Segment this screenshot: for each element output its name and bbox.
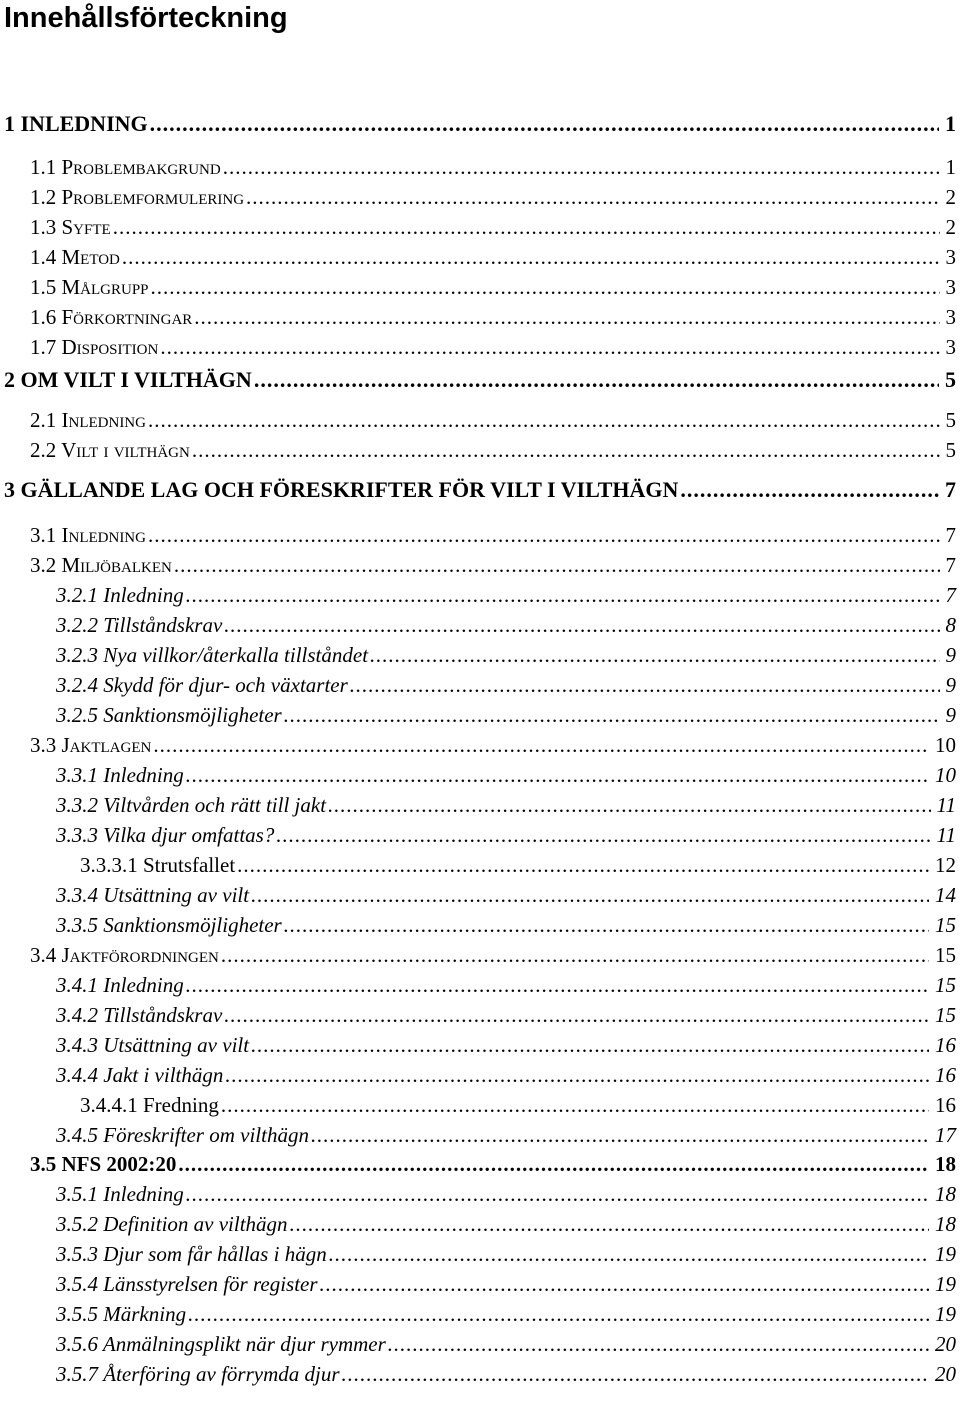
toc-entry[interactable] <box>56 611 956 639</box>
toc-entry[interactable] <box>4 366 956 394</box>
toc-entry-page: 15 <box>935 973 956 997</box>
toc-leader-dots <box>186 581 940 609</box>
toc-entry-page: 12 <box>935 853 956 877</box>
toc-entry[interactable] <box>56 1031 956 1059</box>
toc-entry[interactable] <box>56 1360 956 1388</box>
toc-entry-label: 3.2.1 Inledning <box>56 583 184 607</box>
toc-entry-page: 11 <box>936 793 956 817</box>
toc-entry-label: 3.3.5 Sanktionsmöjligheter <box>56 913 282 937</box>
toc-entry[interactable] <box>56 581 956 609</box>
toc-leader-dots <box>224 1001 929 1029</box>
toc-entry-page: 19 <box>935 1242 956 1266</box>
toc-entry-label: 1 INLEDNING <box>4 111 148 136</box>
toc-leader-dots <box>113 213 940 241</box>
toc-entry-page: 7 <box>945 523 956 547</box>
toc-entry-label: 3.3.3 Vilka djur omfattas? <box>56 823 275 847</box>
toc-entry[interactable] <box>30 183 956 211</box>
toc-entry[interactable] <box>56 1210 956 1238</box>
toc-entry[interactable] <box>30 153 956 181</box>
toc-leader-dots <box>276 821 930 849</box>
toc-leader-dots <box>224 611 939 639</box>
toc-entry-page: 14 <box>935 883 956 907</box>
toc-entry-label: 3.3.1 Inledning <box>56 763 184 787</box>
toc-entry-page: 9 <box>945 643 956 667</box>
toc-entry-label: 3.5 NFS 2002:20 <box>30 1152 177 1176</box>
toc-entry-label: 3.4.4 Jakt i vilthägn <box>56 1063 224 1087</box>
toc-leader-dots <box>680 476 939 504</box>
toc-entry-page: 5 <box>945 367 956 392</box>
toc-entry[interactable] <box>56 1180 956 1208</box>
toc-leader-dots <box>237 851 929 879</box>
toc-entry[interactable] <box>30 551 956 579</box>
toc-entry-label: 3.4 Jaktförordningen <box>30 943 219 967</box>
toc-entry-page: 3 <box>945 335 956 359</box>
toc-entry-label: 3.5.7 Återföring av förrymda djur <box>56 1362 340 1386</box>
toc-entry-page: 18 <box>935 1182 956 1206</box>
toc-leader-dots <box>151 273 940 301</box>
toc-entry-page: 7 <box>945 583 956 607</box>
toc-entry-label: 3.3.4 Utsättning av vilt <box>56 883 250 907</box>
toc-entry-label: 3.2.4 Skydd för djur- och växtarter <box>56 673 348 697</box>
toc-leader-dots <box>148 521 940 549</box>
toc-entry[interactable] <box>30 333 956 361</box>
toc-leader-dots <box>290 1210 929 1238</box>
toc-leader-dots <box>350 671 940 699</box>
toc-entry-label: 3.5.5 Märkning <box>56 1302 187 1326</box>
toc-entry-label: 1.6 Förkortningar <box>30 305 193 329</box>
toc-entry[interactable] <box>30 243 956 271</box>
toc-entry-label: 3.3.3.1 Strutsfallet <box>80 853 236 877</box>
toc-entry-page: 20 <box>935 1362 956 1386</box>
toc-leader-dots <box>160 333 939 361</box>
toc-leader-dots <box>388 1330 929 1358</box>
toc-entry[interactable] <box>4 476 956 504</box>
toc-leader-dots <box>251 881 929 909</box>
toc-entry-page: 7 <box>945 553 956 577</box>
toc-entry-label: 1.3 Syfte <box>30 215 111 239</box>
toc-entry-label: 3.4.1 Inledning <box>56 973 184 997</box>
toc-entry-label: 1.2 Problemformulering <box>30 185 245 209</box>
toc-entry-page: 3 <box>945 275 956 299</box>
toc-entry[interactable] <box>56 1240 956 1268</box>
toc-entry-page: 10 <box>935 733 956 757</box>
toc-leader-dots <box>186 761 929 789</box>
toc-entry[interactable] <box>56 911 956 939</box>
toc-entry-page: 2 <box>945 185 956 209</box>
toc-leader-dots <box>178 1150 929 1178</box>
toc-entry-page: 1 <box>945 155 956 179</box>
toc-entry[interactable] <box>30 273 956 301</box>
toc-entry-label: 3.3.2 Viltvården och rätt till jakt <box>56 793 327 817</box>
toc-entry[interactable] <box>30 941 956 969</box>
toc-entry[interactable] <box>56 761 956 789</box>
toc-entry-label: 3.2.2 Tillståndskrav <box>56 613 223 637</box>
toc-leader-dots <box>284 911 929 939</box>
toc-entry[interactable] <box>30 436 956 464</box>
toc-leader-dots <box>122 243 940 271</box>
toc-entry-page: 15 <box>935 913 956 937</box>
toc-entry-page: 18 <box>935 1152 956 1176</box>
toc-entry-label: 3.4.5 Föreskrifter om vilthägn <box>56 1123 309 1147</box>
toc-entry-label: 3.3 Jaktlagen <box>30 733 152 757</box>
toc-entry-label: 3.2 Miljöbalken <box>30 553 172 577</box>
toc-entry[interactable] <box>30 213 956 241</box>
toc-entry-page: 5 <box>945 408 956 432</box>
toc-entry-label: 3.5.2 Definition av vilthägn <box>56 1212 288 1236</box>
toc-entry[interactable] <box>56 881 956 909</box>
toc-leader-dots <box>342 1360 930 1388</box>
page-title: Innehållsförteckning <box>4 2 288 34</box>
toc-leader-dots <box>284 701 940 729</box>
toc-entry-label: 3.5.3 Djur som får hållas i hägn <box>56 1242 327 1266</box>
toc-leader-dots <box>186 1180 929 1208</box>
toc-leader-dots <box>223 153 940 181</box>
toc-leader-dots <box>311 1121 929 1149</box>
toc-leader-dots <box>370 641 939 669</box>
toc-entry-label: 2 OM VILT I VILTHÄGN <box>4 367 252 392</box>
toc-leader-dots <box>225 1061 929 1089</box>
toc-entry-page: 16 <box>935 1093 956 1117</box>
toc-entry-page: 20 <box>935 1332 956 1356</box>
toc-leader-dots <box>188 1300 929 1328</box>
toc-entry-page: 16 <box>935 1033 956 1057</box>
toc-entry-page: 10 <box>935 763 956 787</box>
toc-entry-page: 19 <box>935 1272 956 1296</box>
toc-entry-label: 1.7 Disposition <box>30 335 159 359</box>
toc-entry-label: 1.5 Målgrupp <box>30 275 149 299</box>
toc-leader-dots <box>174 551 940 579</box>
toc-entry-page: 11 <box>936 823 956 847</box>
toc-leader-dots <box>246 183 939 211</box>
toc-leader-dots <box>329 1240 929 1268</box>
toc-entry[interactable] <box>56 1061 956 1089</box>
toc-leader-dots <box>254 366 939 394</box>
toc-entry-page: 1 <box>945 111 956 136</box>
toc-leader-dots <box>320 1270 929 1298</box>
toc-entry-page: 8 <box>945 613 956 637</box>
toc-entry[interactable] <box>56 701 956 729</box>
toc-entry-label: 3.4.3 Utsättning av vilt <box>56 1033 250 1057</box>
toc-leader-dots <box>186 971 929 999</box>
toc-entry[interactable] <box>56 821 956 849</box>
toc-entry[interactable] <box>80 1091 956 1119</box>
toc-entry-page: 5 <box>945 438 956 462</box>
toc-entry[interactable] <box>56 1270 956 1298</box>
toc-entry-page: 7 <box>945 477 956 502</box>
toc-entry[interactable] <box>30 1150 956 1178</box>
toc-entry[interactable] <box>56 791 956 819</box>
toc-entry[interactable] <box>56 1121 956 1149</box>
toc-entry-page: 15 <box>935 943 956 967</box>
toc-leader-dots <box>150 110 939 138</box>
toc-leader-dots <box>148 406 940 434</box>
toc-entry-page: 17 <box>935 1123 956 1147</box>
toc-entry[interactable] <box>30 731 956 759</box>
toc-entry[interactable] <box>56 1300 956 1328</box>
toc-leader-dots <box>221 941 929 969</box>
toc-entry-label: 3.5.4 Länsstyrelsen för register <box>56 1272 318 1296</box>
toc-entry-label: 3.5.1 Inledning <box>56 1182 184 1206</box>
toc-entry-label: 3.1 Inledning <box>30 523 146 547</box>
toc-entry-page: 3 <box>945 245 956 269</box>
toc-entry-label: 3.4.4.1 Fredning <box>80 1093 219 1117</box>
toc-entry[interactable] <box>30 521 956 549</box>
toc-entry[interactable] <box>4 110 956 138</box>
toc-entry-label: 2.1 Inledning <box>30 408 146 432</box>
toc-entry-label: 3.5.6 Anmälningsplikt när djur rymmer <box>56 1332 386 1356</box>
toc-entry-label: 3.4.2 Tillståndskrav <box>56 1003 223 1027</box>
toc-entry[interactable] <box>80 851 956 879</box>
toc-entry-page: 9 <box>945 673 956 697</box>
toc-entry[interactable] <box>30 406 956 434</box>
toc-leader-dots <box>221 1091 929 1119</box>
toc-entry-page: 3 <box>945 305 956 329</box>
toc-entry-page: 16 <box>935 1063 956 1087</box>
toc-entry[interactable] <box>30 303 956 331</box>
toc-entry[interactable] <box>56 1001 956 1029</box>
toc-entry-label: 1.1 Problembakgrund <box>30 155 221 179</box>
toc-entry[interactable] <box>56 971 956 999</box>
toc-entry-page: 18 <box>935 1212 956 1236</box>
toc-entry-label: 3.2.5 Sanktionsmöjligheter <box>56 703 282 727</box>
toc-entry-label: 1.4 Metod <box>30 245 120 269</box>
toc-entry-label: 2.2 Vilt i vilthägn <box>30 438 190 462</box>
toc-entry-label: 3 GÄLLANDE LAG OCH FÖRESKRIFTER FÖR VILT I VILTHÄGN <box>4 477 679 502</box>
toc-entry-label: 3.2.3 Nya villkor/återkalla tillståndet <box>56 643 369 667</box>
toc-leader-dots <box>192 436 940 464</box>
toc-leader-dots <box>251 1031 929 1059</box>
toc-entry-page: 2 <box>945 215 956 239</box>
toc-entry[interactable] <box>56 671 956 699</box>
toc-leader-dots <box>328 791 931 819</box>
toc-entry-page: 19 <box>935 1302 956 1326</box>
toc-entry-page: 15 <box>935 1003 956 1027</box>
toc-entry-page: 9 <box>945 703 956 727</box>
toc-entry[interactable] <box>56 1330 956 1358</box>
toc-leader-dots <box>194 303 939 331</box>
toc-entry[interactable] <box>56 641 956 669</box>
toc-leader-dots <box>153 731 929 759</box>
